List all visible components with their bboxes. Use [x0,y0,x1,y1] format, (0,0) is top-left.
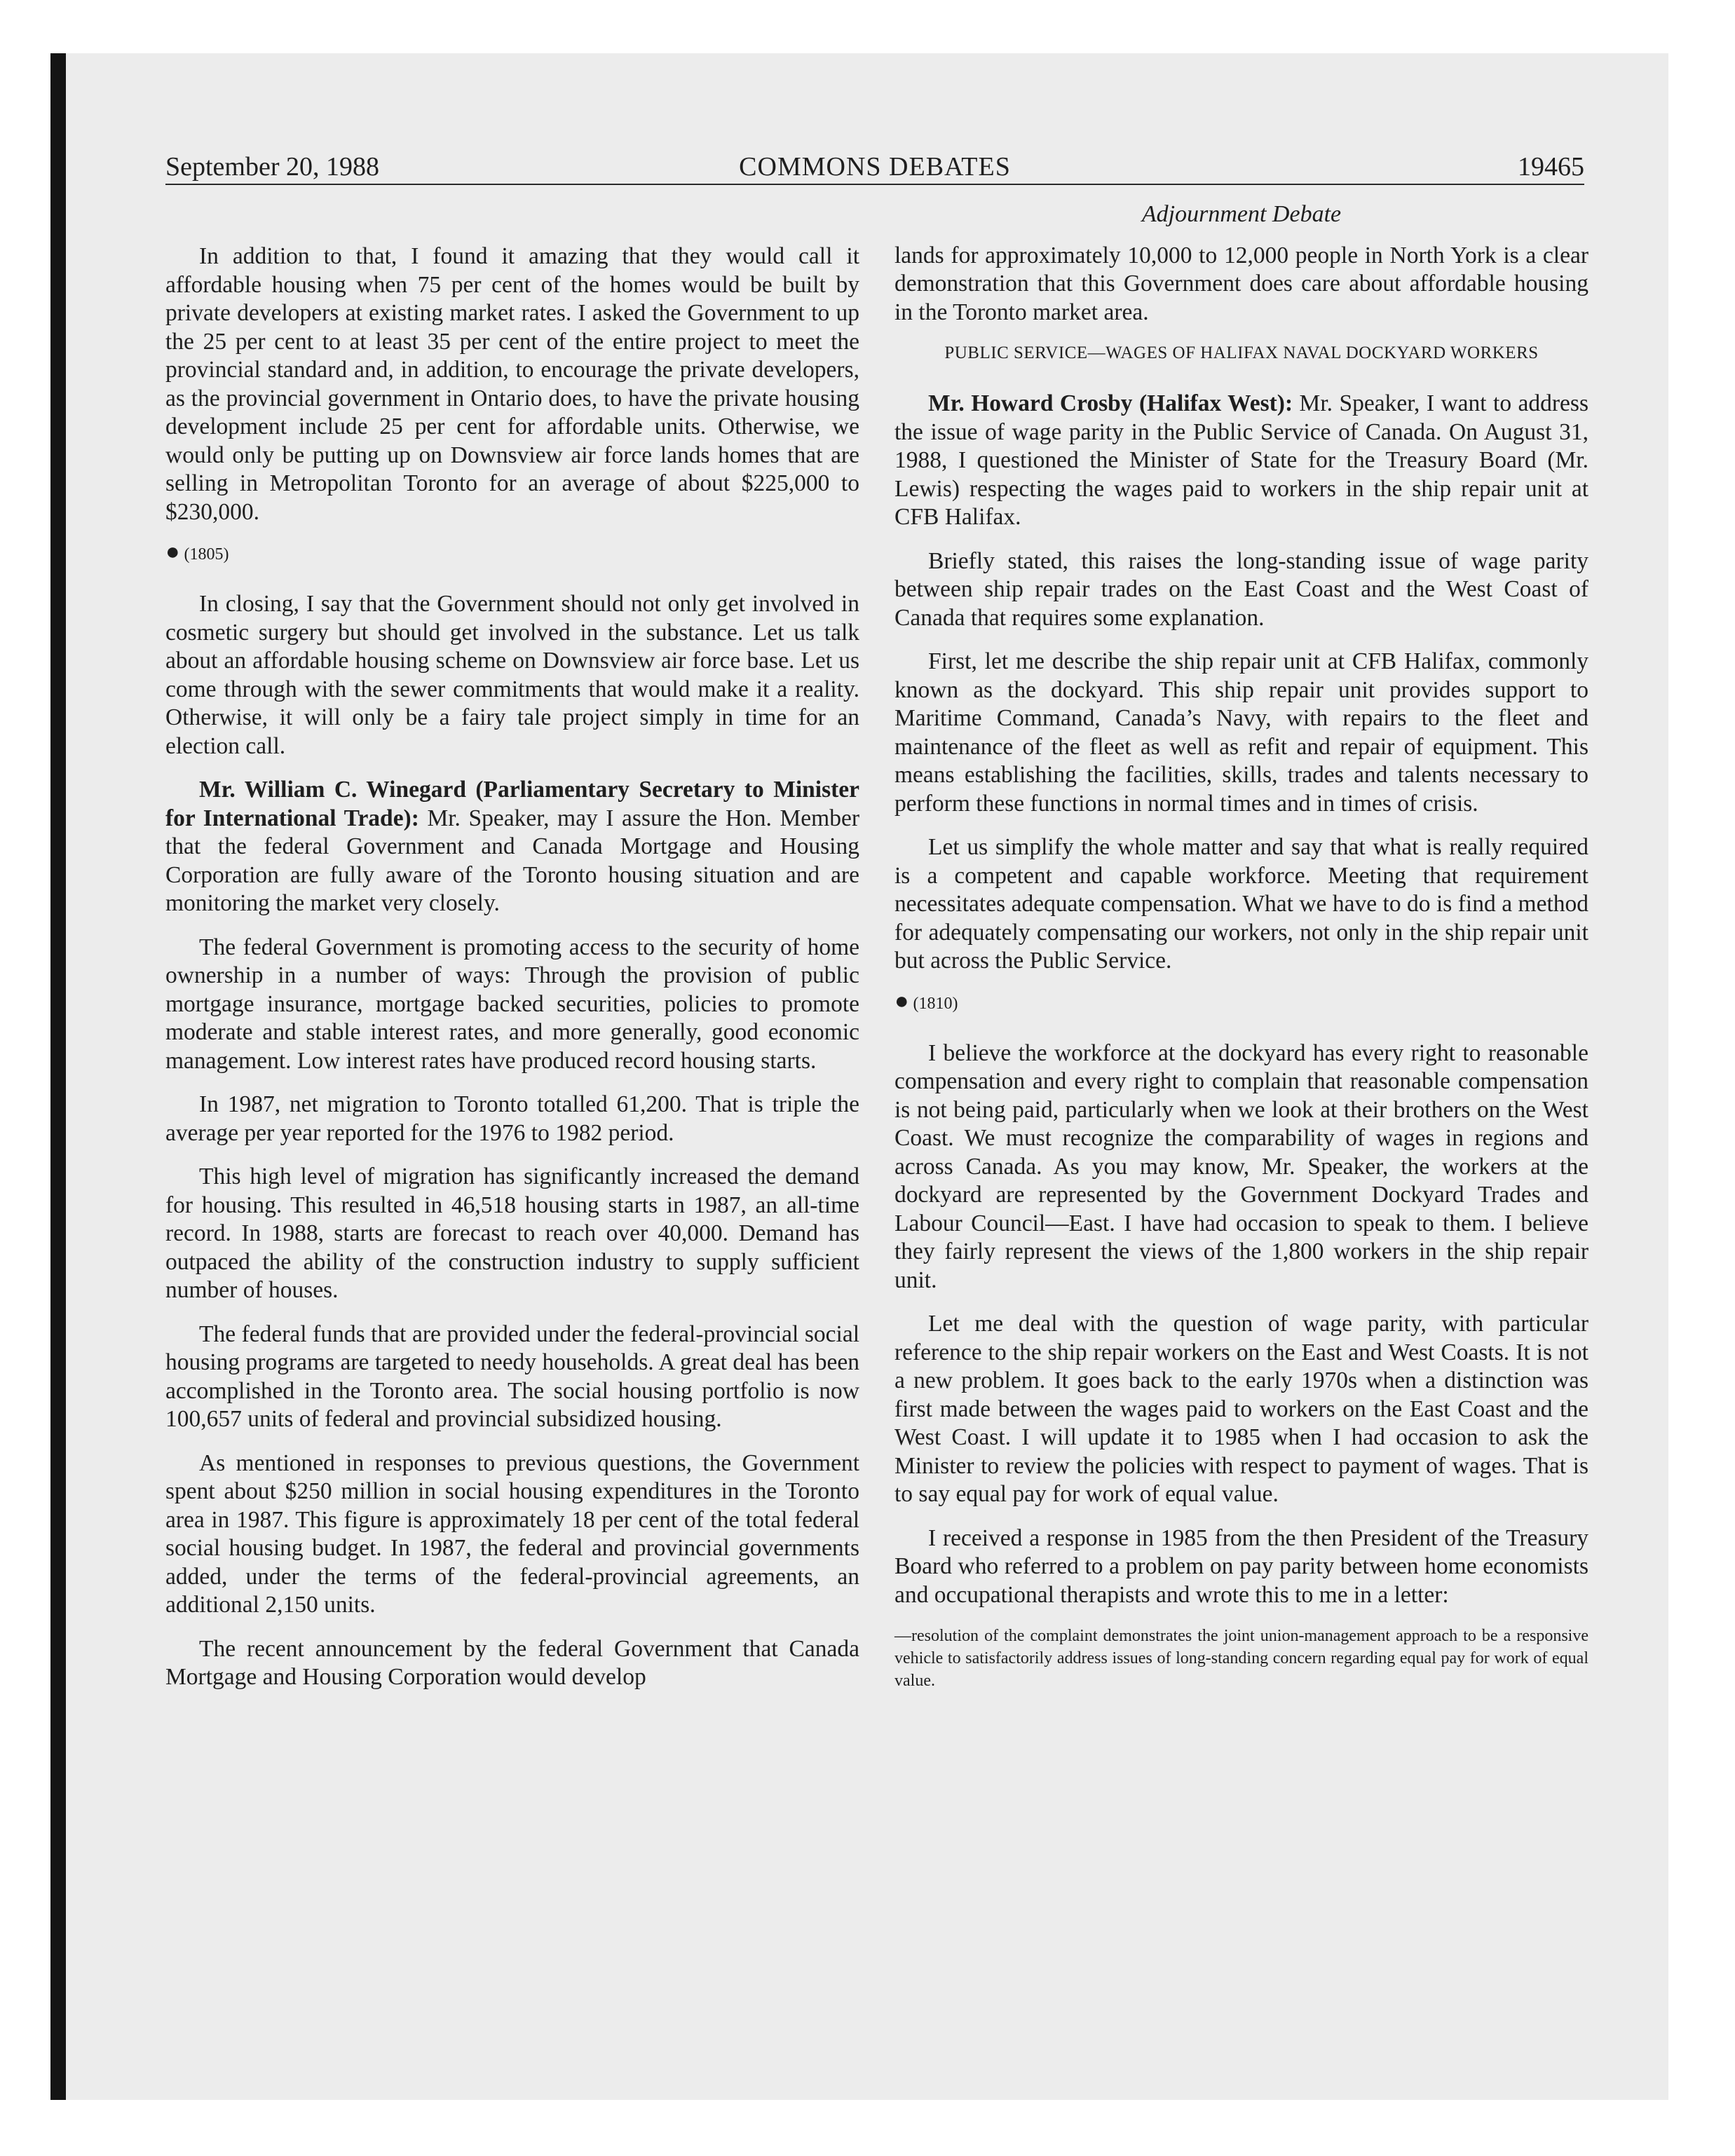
paragraph: In addition to that, I found it amazing that they would call it affordable housing when 75 per cent of the homes would be built by private developers at existing market rates. I asked the Government to up the 25 per cent to at least 35 per cent of the entire project to meet the provincial standard and, in addition, to encourage the private developers, as the provincial government in Ontario does, to have the private housing development include 25 per cent for affordable units. Otherwise, we would only be putting up on Downsview air force lands homes that are selling in Metropolitan Toronto for an average of about $225,000 to $230,000. [165,243,859,525]
paragraph: First, let me describe the ship repair unit at CFB Halifax, commonly known as the dockyard. This ship repair unit provides support to Maritime Command, Canada’s Navy, with repairs to the fleet and maintenance of the fleet as well as refit and repair of equipment. This means establishing the facilities, skills, trades and talents necessary to perform these functions in normal times and in times of crisis. [894,648,1588,817]
left-column [165,243,859,1707]
paragraph: The recent announcement by the federal Government that Canada Mortgage and Housing Corporation would develop [165,1635,859,1690]
time-marker-text: (1810) [913,994,958,1013]
speech-paragraph [894,390,1588,532]
paragraph: In 1987, net migration to Toronto totalled 61,200. That is triple the average per year reported for the 1976 to 1982 period. [165,1091,859,1146]
scan-edge [50,53,66,2100]
paragraph: In closing, I say that the Government should not only get involved in cosmetic surgery but should get involved in the substance. Let us talk about an affordable housing scheme on Downsview air force base. Let us come through with the sewer commitments that would make it a reality. Otherwise, it will only be a fairy tale project simply in time for an election call. [165,591,859,759]
bullet-icon: ● [894,988,909,1014]
speech-paragraph [165,776,859,918]
speaker-name: Mr. William C. Winegard (Parliamentary Secretary to Minister for International Trade): [165,777,859,831]
time-marker [165,539,859,565]
section-title: PUBLIC SERVICE—WAGES OF HALIFAX NAVAL DOCKYARD WORKERS [944,343,1539,362]
speaker-name: Mr. Howard Crosby (Halifax West): [928,390,1293,416]
paragraph: This high level of migration has significantly increased the demand for housing. This resulted in 46,518 housing starts in 1987, an all-time record. In 1988, starts are forecast to reach over 40,000. Demand has outpaced the ability of the construction industry to supply sufficient number of houses. [165,1164,859,1303]
letter-quote: —resolution of the complaint demonstrates the joint union-management approach to be a responsive vehicle to satisfactorily address issues of long-standing concern regarding equal pay for work of equal value. [894,1627,1588,1690]
paragraph: I believe the workforce at the dockyard has every right to reasonable compensation and every right to complain that reasonable compensation is not being paid, particularly when we look at their brothers on the West Coast. We must recognize the comparability of wages in regions and across Canada. As you may know, Mr. Speaker, the workers at the dockyard are represented by the Government Dockyard Trades and Labour Council—East. I have had occasion to speak to them. I believe they fairly represent the views of the 1,800 workers in the ship repair unit. [894,1039,1588,1293]
paragraph: Briefly stated, this raises the long-standing issue of wage parity between ship repair trades on the East Coast and the West Coast of Canada that requires some explanation. [894,547,1588,631]
paragraph: lands for approximately 10,000 to 12,000 people in North York is a clear demonstration that this Government does care about affordable housing in the Toronto market area. [894,242,1588,325]
bullet-icon: ● [165,539,180,565]
speech-text: Mr. Speaker, may I assure the Hon. Member that the federal Government and Canada Mortgage and Housing Corporation are fully aware of the Toronto housing situation and are monitoring the market very closely. [165,805,859,916]
time-marker [894,988,1588,1014]
header-page-number: 19465 [1518,152,1584,182]
paragraph: The federal funds that are provided under the federal-provincial social housing programs are targeted to needy households. A great deal has been accomplished in the Toronto area. The social housing portfolio is now 100,657 units of federal and provincial subsidized housing. [165,1321,859,1432]
paragraph: Let me deal with the question of wage parity, with particular reference to the ship repair workers on the East and West Coasts. It is not a new problem. It goes back to the early 1970s when a distinction was first made between the wages paid to workers on the East Coast and the West Coast. I will update it to 1985 when I had occasion to ask the Minister to review the policies with respect to payment of wages. That is to say equal pay for work of equal value. [894,1311,1588,1507]
header-rule [165,184,1584,185]
paragraph: The federal Government is promoting access to the security of home ownership in a number of ways: Through the provision of public mortgage insurance, mortgage backed securities, policies to promote moderate and stable interest rates, and more generally, good economic management. Low interest rates have produced record housing starts. [165,934,859,1074]
paragraph: I received a response in 1985 from the then President of the Treasury Board who referred to a problem on pay parity between home economists and occupational therapists and wrote this to me in a letter: [894,1524,1588,1608]
paragraph: As mentioned in responses to previous questions, the Government spent about $250 million in social housing expenditures in the Toronto area in 1987. This figure is approximately 18 per cent of the total federal social housing budget. In 1987, the federal and provincial governments added, under the terms of the federal-provincial agreements, an additional 2,150 units. [165,1449,859,1618]
speech-text: Mr. Speaker, I want to address the issue of wage parity in the Public Service of Canada. On August 31, 1988, I questioned the Minister of State for the Treasury Board (Mr. Lewis) respecting the wages paid to workers in the ship repair unit at CFB Halifax. [894,390,1588,530]
page-header [165,147,1584,186]
time-marker-text: (1805) [184,545,229,564]
header-date: September 20, 1988 [165,152,380,182]
right-column [894,200,1588,1692]
section-label: Adjournment Debate [1141,201,1342,227]
header-title: COMMONS DEBATES [739,152,1011,182]
paragraph: Let us simplify the whole matter and say that what is really required is a competent and capable workforce. Meeting that requirement necessitates adequate compensation. What we have to do is find a method for adequately compensating our workers, not only in the ship repair unit but across the Public Service. [894,834,1588,974]
